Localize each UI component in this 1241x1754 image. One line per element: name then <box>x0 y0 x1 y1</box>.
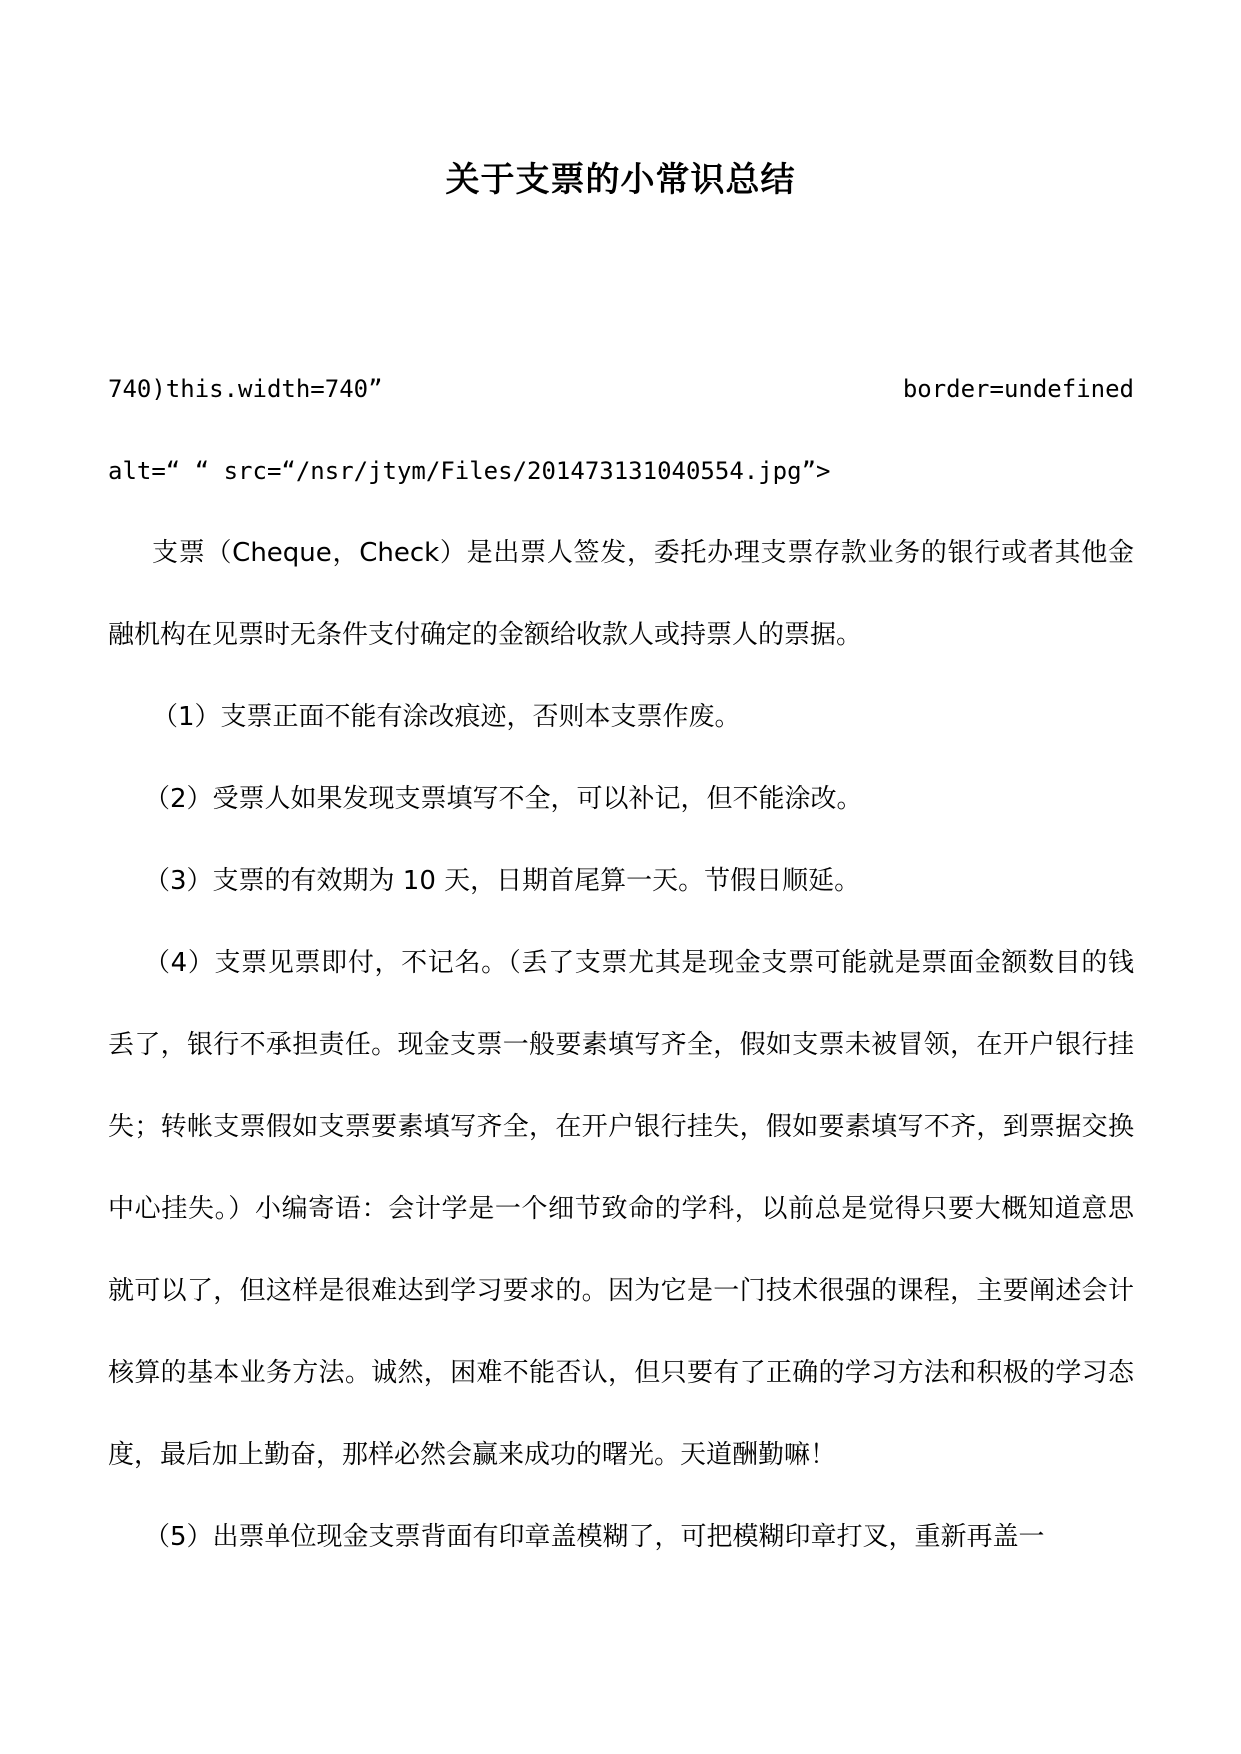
document-body <box>108 348 1134 1578</box>
paragraph-item-4: （4）支票见票即付，不记名。（丢了支票尤其是现金支票可能就是票面金额数目的钱丢了，银行不承担责任。现金支票一般要素填写齐全，假如支票未被冒领，在开户银行挂失；转帐支票假如支票要素填写齐全，在开户银行挂失，假如要素填写不齐，到票据交换中心挂失。）小编寄语：会计学是一个细节致命的学科，以前总是觉得只要大概知道意思就可以了，但这样是很难达到学习要求的。因为它是一门技术很强的课程，主要阐述会计核算的基本业务方法。诚然，困难不能否认，但只要有了正确的学习方法和积极的学习态度，最后加上勤奋，那样必然会赢来成功的曙光。天道酬勤嘛！ <box>108 948 1134 1470</box>
document-title: 关于支票的小常识总结 <box>445 160 796 200</box>
paragraph-item-2: （2）受票人如果发现支票填写不全，可以补记，但不能涂改。 <box>144 784 863 814</box>
html-fragment-left: 740)this.width=740” <box>108 375 383 403</box>
html-fragment-line-1 <box>108 348 1134 430</box>
paragraph-item-1: （1）支票正面不能有涂改痕迹，否则本支票作废。 <box>152 702 741 732</box>
html-fragment-alt-src: alt=“ “ src=“/nsr/jtym/Files/201473131040554.jpg”> <box>108 457 831 485</box>
html-fragment-right: border=undefined <box>902 375 1134 403</box>
paragraph-intro: 支票（Cheque，Check）是出票人签发，委托办理支票存款业务的银行或者其他金融机构在见票时无条件支付确定的金额给收款人或持票人的票据。 <box>108 538 1134 650</box>
html-fragment-line-2 <box>108 430 1134 512</box>
paragraph-item-5: （5）出票单位现金支票背面有印章盖模糊了，可把模糊印章打叉，重新再盖一 <box>144 1522 1045 1552</box>
paragraph-item-3: （3）支票的有效期为 10 天，日期首尾算一天。节假日顺延。 <box>144 866 861 896</box>
